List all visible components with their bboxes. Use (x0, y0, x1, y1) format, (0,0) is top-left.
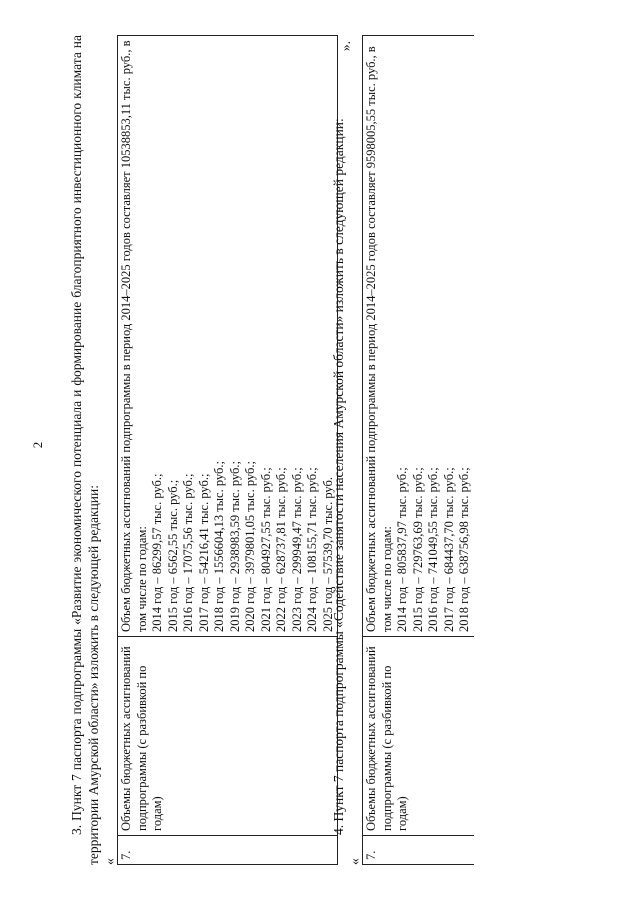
year-line: 2025 год – 57539,70 тыс. руб. (320, 476, 335, 632)
year-line: 2017 год – 54216,41 тыс. руб.; (196, 473, 211, 632)
year-line: 2016 год – 741049,55 тыс. руб.; (426, 467, 440, 632)
row-content (118, 36, 338, 637)
row-number: 7. (363, 836, 474, 865)
row-content (363, 36, 474, 637)
year-line: 2021 год – 804927,55 тыс. руб.; (258, 467, 273, 632)
content-summary: Объем бюджетных ассигнований подпрограммы в период 2014–2025 годов составляет 10538853,11 тыс. руб., в том числе по годам: (119, 40, 149, 632)
year-line: 2020 год – 3979801,05 тыс. руб.; (243, 461, 257, 632)
year-line: 2016 год – 17075,56 тыс. руб.; (181, 473, 195, 632)
year-line: 2018 год – 1556604,13 тыс. руб.; (212, 461, 226, 632)
section-3 (68, 35, 353, 865)
section-4-quote-open: « (347, 858, 362, 865)
year-line: 2015 год – 6562,55 тыс. руб.; (165, 479, 180, 632)
year-line: 2023 год – 299949,47 тыс. руб.; (289, 467, 304, 632)
year-line: 2024 год – 108155,71 тыс. руб.; (305, 467, 319, 632)
year-line: 2014 год – 86299,57 тыс. руб.; (150, 473, 164, 632)
table-row (363, 36, 474, 865)
year-line: 2014 год – 805837,97 тыс. руб.; (395, 467, 409, 632)
section-4-intro: 4. Пункт 7 паспорта подпрограммы «Содействие занятости населения Амурской области» изложить в следующей редакции: (331, 118, 346, 835)
section-4 (330, 35, 474, 865)
section-3-quote-open: « (102, 858, 117, 865)
section-3-table (117, 35, 338, 865)
section-3-intro: 3. Пункт 7 паспорта подпрограммы «Развитие экономического потенциала и формирование благоприятного инвестиционного климата на территории Амурской области» изложить в следующей редакции: (69, 35, 101, 865)
year-line: 2017 год – 684437,70 тыс. руб.; (441, 467, 456, 632)
row-label: Объемы бюджетных ассигнований подпрограммы (с разбивкой по годам) (363, 637, 474, 836)
year-line: 2019 год – 2938983,59 тыс. руб.; (227, 461, 242, 632)
section-3-quote-close: ». (338, 41, 353, 52)
year-line: 2022 год – 628737,81 тыс. руб.; (274, 467, 288, 632)
section-4-table (362, 35, 474, 865)
row-number: 7. (118, 836, 338, 865)
year-line: 2018 год – 638756,98 тыс. руб.; (457, 467, 471, 632)
table-row (118, 36, 338, 865)
content-summary: Объем бюджетных ассигнований подпрограммы в период 2014–2025 годов составляет 9598005,55 тыс. руб., в том числе по годам: (364, 46, 394, 632)
page-number: 2 (30, 441, 45, 449)
rotated-page (30, 15, 620, 875)
year-line: 2015 год – 729763,69 тыс. руб.; (410, 467, 425, 632)
row-label: Объемы бюджетных ассигнований подпрограммы (с разбивкой по годам) (118, 637, 338, 836)
